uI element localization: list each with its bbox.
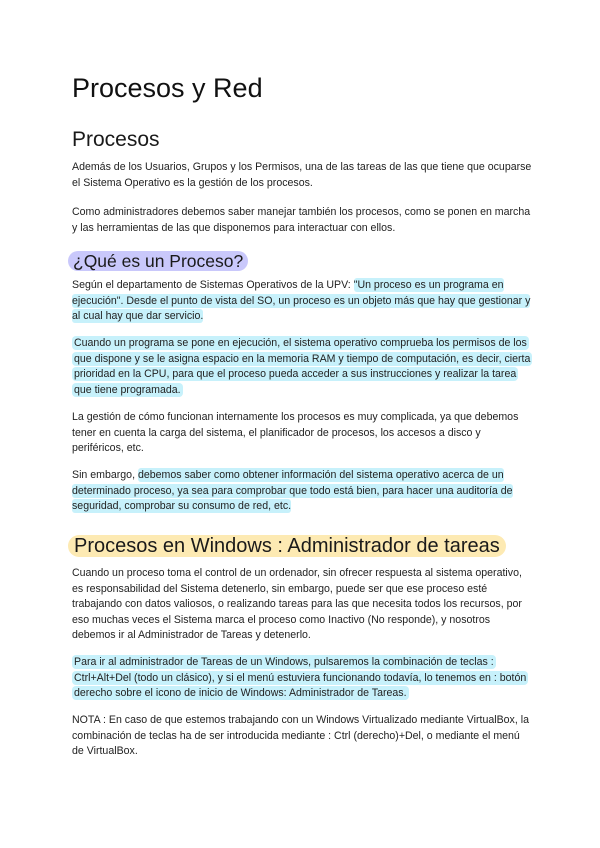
paragraph-text: Sin embargo,: [72, 469, 138, 481]
paragraph-windows-2: [72, 655, 532, 702]
section-heading-que-es-un-proceso: [68, 249, 248, 273]
paragraph-definicion: [72, 278, 532, 325]
heading-highlight: ¿Qué es un Proceso?: [68, 251, 248, 271]
paragraph-text: Según el departamento de Sistemas Operativos de la UPV:: [72, 279, 354, 291]
paragraph-gestion: La gestión de cómo funcionan internamente los procesos es muy complicada, ya que debemos tener en cuenta la carga del sistema, el planificador de procesos, los accesos a disco y periféricos, etc.: [72, 411, 519, 455]
page-title: Procesos y Red: [72, 73, 263, 103]
paragraph-sin-embargo: [72, 468, 532, 515]
paragraph-procesos-2: Como administradores debemos saber manejar también los procesos, como se ponen en marcha y las herramientas de las que disponemos para interactuar con ellos.: [72, 206, 531, 234]
highlighted-text: Cuando un programa se pone en ejecución, el sistema operativo comprueba los permisos de los que dispone y se le asigna espacio en la memoria RAM y tiempo de computación, es decir, cierta prioridad en la CPU, para que el proceso pueda acceder a sus instrucciones y realizar la tarea que tiene programada.: [74, 337, 531, 396]
section-heading-procesos-en-windows: [68, 531, 506, 561]
heading-highlight: Procesos en Windows : Administrador de tareas: [68, 535, 506, 557]
paragraph-windows-1: Cuando un proceso toma el control de un ordenador, sin ofrecer respuesta al sistema operativo, es responsabilidad del Sistema detenerlo, sin embargo, puede ser que ese proceso esté trabajando con datos valiosos, o realizando tareas para las que necesita todos los recursos, por eso muchas veces el Sistema marca el proceso como Inactivo (No responde), y nosotros debemos ir al Administrador de Tareas y detenerlo.: [72, 567, 522, 642]
highlighted-text: Para ir al administrador de Tareas de un Windows, pulsaremos la combinación de teclas : Ctrl+Alt+Del (todo un clásico), y si el menú estuviera funcionando todavía, lo tenemos en : botón derecho sobre el icono de inicio de Windows: Administrador de Tareas.: [74, 656, 527, 700]
highlighted-text: debemos saber como obtener información del sistema operativo acerca de un determinado proceso, ya sea para comprobar que todo está bien, para hacer una auditoría de seguridad, comprobar su consumo de red, etc.: [72, 469, 513, 513]
section-heading-procesos: Procesos: [72, 128, 160, 151]
paragraph-procesos-1: Además de los Usuarios, Grupos y los Permisos, una de las tareas de las que tiene que ocuparse el Sistema Operativo es la gestión de los procesos.: [72, 161, 532, 189]
paragraph-nota: NOTA : En caso de que estemos trabajando con un Windows Virtualizado mediante VirtualBox, la combinación de teclas ha de ser introducida mediante : Ctrl (derecho)+Del, o mediante el menú de VirtualBox.: [72, 714, 529, 758]
highlighted-text: "Un proceso es un programa en ejecución". Desde el punto de vista del SO, un proceso es un objeto más que hay que gestionar y al cual hay que dar servicio.: [72, 279, 531, 323]
paragraph-ejecucion: [72, 336, 532, 398]
